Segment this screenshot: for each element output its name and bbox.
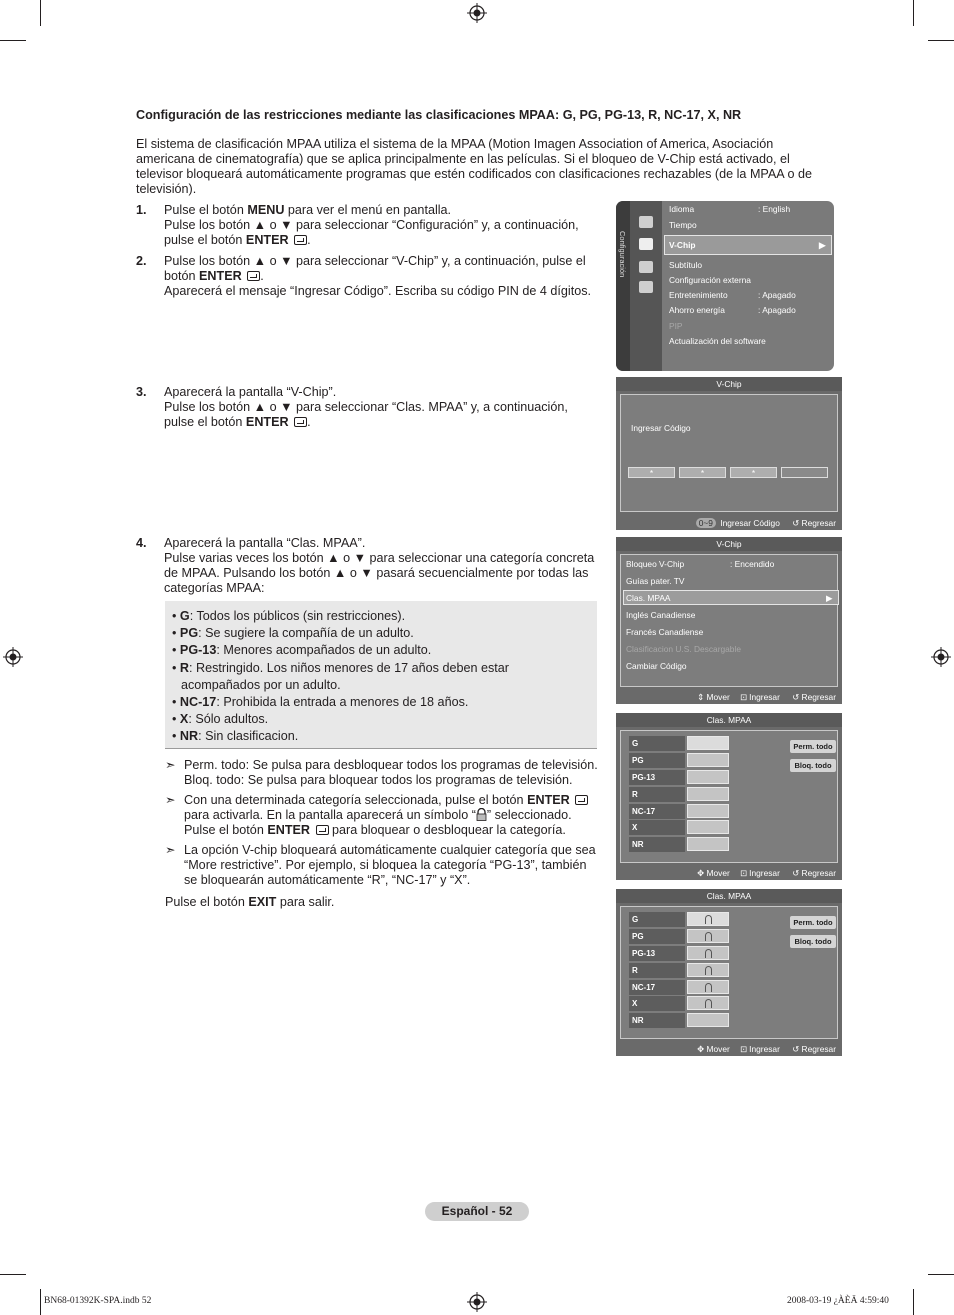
arrow-right-icon: ▶: [826, 593, 833, 603]
rating-toggle[interactable]: [687, 787, 729, 801]
print-slug-right: 2008-03-19 ¿ÀÈÄ 4:59:40: [787, 1296, 889, 1306]
footer-enter: Ingresar Código: [720, 518, 780, 528]
key-badge: 0~9: [696, 518, 716, 528]
exit-instruction: Pulse el botón EXIT para salir.: [165, 895, 335, 909]
enter-icon: [575, 795, 588, 805]
section-title: Configuración de las restricciones mediante las clasificaciones MPAA: G, PG, PG-13, R, NC-17, X, NR: [136, 108, 742, 122]
pin-digit[interactable]: [781, 467, 828, 478]
rating-toggle[interactable]: [687, 963, 729, 977]
vchip-panel: [620, 554, 838, 687]
vchip-item-descargable[interactable]: Clasificacion U.S. Descargable: [626, 644, 741, 654]
step-line: botón ENTER .: [164, 269, 264, 283]
step-line: de MPAA. Pulsando los botón ▲ o ▼ pasará secuencialmente por todas las: [164, 566, 589, 580]
crop-mark: [40, 0, 41, 26]
crop-mark: [913, 1289, 914, 1315]
menu-item-vchip[interactable]: V-Chip ▶: [669, 240, 826, 250]
note-3: ➣ La opción V-chip bloqueará automáticamente cualquier categoría que sea “More restrictive”. Por ejemplo, si bloquea la categoría “PG-13”, también se bloquearán automáticamente “R”, “NC-17” y “X”.: [165, 843, 596, 887]
rating-label: PG: [629, 929, 685, 944]
footer-return: ↺ Regresar: [792, 518, 836, 528]
vchip-menu-screen: [616, 537, 842, 704]
rating-label: NC-17: [629, 804, 685, 819]
enter-icon: [316, 825, 329, 835]
pin-digit[interactable]: *: [679, 467, 726, 478]
rating-toggle[interactable]: [687, 753, 729, 767]
menu-icon-column: [630, 201, 662, 371]
step-line: pulse el botón ENTER .: [164, 415, 311, 429]
rating-toggle[interactable]: [687, 912, 729, 926]
crop-mark: [928, 1274, 954, 1275]
menu-item-config-externa[interactable]: Configuración externa: [669, 275, 751, 285]
rating-label: R: [629, 963, 685, 978]
step-line: pulse el botón ENTER .: [164, 233, 311, 247]
pin-digit[interactable]: *: [730, 467, 777, 478]
list-item: • NR: Sin clasificacion.: [172, 729, 299, 744]
screen-footer: [616, 1044, 836, 1054]
step-line: Pulse los botón ▲ o ▼ para seleccionar “Clas. MPAA” y, a continuación,: [164, 400, 568, 414]
vchip-item-frances[interactable]: Francés Canadiense: [626, 627, 704, 637]
mpaa-screen-unlocked: [616, 713, 842, 880]
screen-title: V-Chip: [616, 537, 842, 551]
step-line: Aparecerá la pantalla “V-Chip”.: [164, 385, 337, 399]
setup-menu-screen: [616, 201, 834, 371]
gear-icon: [639, 238, 653, 250]
lock-icon: [705, 983, 712, 992]
enter-icon: [294, 417, 307, 427]
registration-mark-icon: [931, 647, 951, 667]
step-line: Pulse el botón MENU para ver el menú en pantalla.: [164, 203, 452, 217]
rating-label: R: [629, 787, 685, 802]
enter-icon: [294, 235, 307, 245]
footer-move: ⇕ Mover: [697, 692, 730, 702]
list-item: • NC-17: Prohibida la entrada a menores de 18 años.: [172, 695, 469, 710]
lock-icon: [705, 949, 712, 958]
step-number: 3.: [136, 385, 147, 399]
rating-label: G: [629, 912, 685, 927]
step-line: Pulse varias veces los botón ▲ o ▼ para seleccionar una categoría concreta: [164, 551, 595, 565]
list-item: • R: Restringido. Los niños menores de 17 años deben estar: [172, 660, 509, 675]
registration-mark-icon: [467, 1292, 487, 1312]
footer-enter: Ingresar: [749, 692, 780, 702]
footer-return: ↺ Regresar: [792, 1044, 836, 1054]
vchip-item-guias[interactable]: Guías pater. TV: [626, 576, 685, 586]
rating-label: PG-13: [629, 946, 685, 961]
note-2: ➣ Con una determinada categoría seleccionada, pulse el botón ENTER para activarla. En la pantalla aparecerá un símbolo “ ” seleccionado. Pulse el botón ENTER para bloquear o desbloquear la categoría.: [165, 793, 605, 838]
footer-enter: Ingresar: [749, 868, 780, 878]
block-all-button[interactable]: Bloq. todo: [790, 759, 836, 772]
rating-toggle[interactable]: [687, 770, 729, 784]
menu-item-subtitulo[interactable]: Subtítulo: [669, 260, 703, 270]
crop-mark: [0, 40, 26, 41]
step-number: 1.: [136, 203, 147, 217]
rating-label: PG-13: [629, 770, 685, 785]
screen-title: V-Chip: [616, 377, 842, 391]
screen-footer: [616, 518, 836, 528]
intro-line: americana de cinematografía) que se aplica principalmente en las películas. Si el bloqueo de V-Chip está activado, el: [136, 152, 790, 166]
rating-toggle[interactable]: [687, 837, 729, 851]
menu-side-label: Configuración: [616, 201, 630, 371]
rating-label: NC-17: [629, 980, 685, 995]
allow-all-button[interactable]: Perm. todo: [790, 916, 836, 929]
page-number: Español - 52: [425, 1202, 529, 1221]
arrow-right-icon: ▶: [819, 240, 826, 250]
menu-item-ahorro[interactable]: Ahorro energía : Apagado: [669, 305, 796, 315]
vchip-item-bloqueo[interactable]: Bloqueo V-Chip : Encendido: [626, 559, 775, 569]
screen-title: Clas. MPAA: [616, 713, 842, 727]
lock-icon: [705, 915, 712, 924]
footer-return: ↺ Regresar: [792, 868, 836, 878]
list-item: • G: Todos los públicos (sin restricciones).: [172, 609, 406, 623]
menu-item-tiempo[interactable]: Tiempo: [669, 220, 697, 230]
vchip-item-cambiar-codigo[interactable]: Cambiar Código: [626, 661, 687, 671]
lock-icon: [705, 966, 712, 975]
vchip-item-ingles[interactable]: Inglés Canadiense: [626, 610, 696, 620]
footer-move: ✥ Mover: [697, 868, 730, 878]
step-line: Aparecerá el mensaje “Ingresar Código”. Escriba su código PIN de 4 dígitos.: [164, 284, 592, 298]
step-line: Pulse los botón ▲ o ▼ para seleccionar “Configuración” y, a continuación,: [164, 218, 579, 232]
rating-toggle[interactable]: [687, 1013, 729, 1027]
footer-enter: Ingresar: [749, 1044, 780, 1054]
rating-toggle[interactable]: [687, 980, 729, 994]
list-item: • PG: Se sugiere la compañía de un adulto.: [172, 626, 414, 641]
intro-line: televisor bloqueará automáticamente programas que estén codificados con clasificaciones rechazables (de la MPAA o de: [136, 167, 813, 181]
footer-enter-icon: ⊡: [740, 1044, 748, 1054]
rating-label: X: [629, 820, 685, 835]
block-all-button[interactable]: Bloq. todo: [790, 935, 836, 948]
intro-line: El sistema de clasificación MPAA utiliza el sistema de la MPAA (Motion Imagen Association of America, Asociación: [136, 137, 774, 151]
menu-item-pip[interactable]: PIP: [669, 321, 683, 331]
registration-mark-icon: [3, 647, 23, 667]
intro-paragraph: [136, 137, 836, 197]
registration-mark-icon: [467, 3, 487, 23]
crop-mark: [928, 40, 954, 41]
rating-label: X: [629, 996, 685, 1011]
list-item: acompañados por un adulto.: [181, 677, 341, 692]
lock-icon: [705, 999, 712, 1008]
footer-move: ✥ Mover: [697, 1044, 730, 1054]
input-icon: [639, 216, 653, 228]
rating-label: PG: [629, 753, 685, 768]
enter-icon: [247, 271, 260, 281]
rating-toggle[interactable]: [687, 736, 729, 750]
step-line: Aparecerá la pantalla “Clas. MPAA”.: [164, 536, 366, 550]
crop-mark: [913, 0, 914, 26]
notes: [165, 758, 605, 893]
menu-item-idioma[interactable]: Idioma : English: [669, 204, 791, 214]
sound-icon: [639, 261, 653, 273]
footer-return: ↺ Regresar: [792, 692, 836, 702]
mpaa-panel: [620, 730, 838, 863]
note-1: ➣ Perm. todo: Se pulsa para desbloquear todos los programas de televisión. Bloq. todo: Se pulsa para bloquear todos los programas de televisión.: [165, 758, 598, 787]
step-line: categorías MPAA:: [164, 581, 265, 595]
footer-enter-icon: ⊡: [740, 868, 748, 878]
step-number: 4.: [136, 536, 147, 550]
screen-footer: [616, 692, 836, 702]
note-arrow-icon: ➣: [165, 758, 176, 772]
menu-item-actualizacion[interactable]: Actualización del software: [669, 336, 766, 346]
rating-toggle[interactable]: [687, 929, 729, 943]
list-item: • PG-13: Menores acompañados de un adulto.: [172, 643, 432, 658]
step-number: 2.: [136, 254, 147, 268]
crop-mark: [0, 1274, 26, 1275]
rating-toggle[interactable]: [687, 820, 729, 834]
lock-icon: [476, 808, 487, 821]
rating-label: NR: [629, 1013, 685, 1028]
screen-title: Clas. MPAA: [616, 889, 842, 903]
intro-line: televisión).: [136, 182, 197, 196]
allow-all-button[interactable]: Perm. todo: [790, 740, 836, 753]
list-item: • X: Sólo adultos.: [172, 712, 269, 727]
step-line: Pulse los botón ▲ o ▼ para seleccionar “V-Chip” y, a continuación, pulse el: [164, 254, 586, 268]
mpaa-panel: [620, 906, 838, 1039]
pin-prompt: Ingresar Código: [631, 423, 691, 433]
pin-panel: [620, 394, 838, 512]
rating-label: NR: [629, 837, 685, 852]
note-arrow-icon: ➣: [165, 793, 176, 807]
rating-toggle[interactable]: [687, 804, 729, 818]
lock-icon: [705, 932, 712, 941]
vchip-item-clas-mpaa[interactable]: Clas. MPAA ▶: [626, 591, 671, 606]
crop-mark: [40, 1289, 41, 1315]
menu-item-entretenimiento[interactable]: Entretenimiento : Apagado: [669, 290, 796, 300]
footer-enter-icon: ⊡: [740, 692, 748, 702]
print-slug-left: BN68-01392K-SPA.indb 52: [44, 1296, 152, 1306]
channel-icon: [639, 281, 653, 293]
rating-toggle[interactable]: [687, 996, 729, 1010]
rating-label: G: [629, 736, 685, 751]
note-arrow-icon: ➣: [165, 843, 176, 857]
mpaa-categories-box: [165, 601, 597, 749]
rating-toggle[interactable]: [687, 946, 729, 960]
pin-entry-screen: [616, 377, 842, 530]
pin-digit[interactable]: *: [628, 467, 675, 478]
mpaa-screen-locked: [616, 889, 842, 1056]
screen-footer: [616, 868, 836, 878]
